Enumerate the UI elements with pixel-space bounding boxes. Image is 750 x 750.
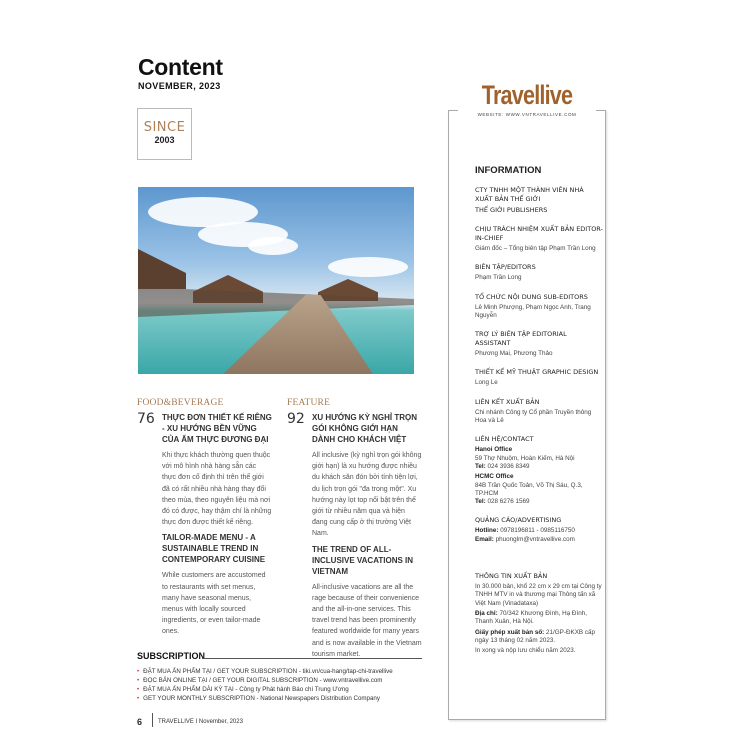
address-label: Địa chỉ:	[475, 609, 498, 617]
article-title-en: THE TREND OF ALL-INCLUSIVE VACATIONS IN VIETNAM	[312, 544, 414, 576]
advertising-block	[475, 516, 603, 544]
article-summary-en: While customers are accustomed to restaurants with set menus, many have seasonal menus, menus with locally sourced ingredients, or even tailor-made ones.	[162, 572, 266, 636]
deposit-info: In xong và nộp lưu chiểu năm 2023.	[475, 647, 576, 655]
block-text: Giám đốc – Tổng biên tập Phạm Trần Long	[475, 245, 596, 252]
page-number: 6	[137, 717, 143, 727]
hcmc-phone[interactable]: 028 6276 1569	[487, 498, 530, 506]
article-page-number: 92	[287, 411, 305, 427]
masthead-info	[475, 165, 603, 665]
footer-text: TRAVELLIVE I November, 2023	[158, 719, 243, 725]
article-food-beverage[interactable]	[137, 398, 272, 638]
publisher-name: CTY TNHH MỘT THÀNH VIÊN NHÀ XUẤT BẢN THẾ GIỚI	[475, 186, 584, 203]
printer-address: 70/342 Khương Đình, Hạ Đình, Thanh Xuân, Hà Nội.	[475, 609, 587, 626]
advertising-heading: QUẢNG CÁO/ADVERTISING	[475, 516, 562, 525]
since-label: SINCE	[143, 120, 186, 135]
article-summary-vi: Khi thực khách thường quen thuộc với mô hình nhà hàng sẵn các thực đơn cố định thì trên thế giới đã có rất nhiều nhà hàng thay đổi theo mùa, theo nguyên liệu mà nơi đó có được, hay thậm chí là những thực đơn được thiết kế riêng.	[162, 452, 272, 527]
article-summary-en: All-inclusive vacations are all the rage because of their convenience and the all-in-one services. This travel trend has been prominently featured worldwide for many years and is now available in the Vietnam tourism market.	[312, 583, 422, 658]
article-title-en: TAILOR-MADE MENU - A SUSTAINABLE TREND IN CONTEMPORARY CUISINE	[162, 533, 266, 565]
block-heading: CHỊU TRÁCH NHIỆM XUẤT BẢN EDITOR-IN-CHIEF	[475, 225, 603, 242]
license-label: Giấy phép xuất bản số:	[475, 628, 545, 636]
hanoi-address: 59 Thợ Nhuộm, Hoàn Kiếm, Hà Nội	[475, 454, 575, 462]
subscription-item[interactable]: • ĐỌC BẢN ONLINE TẠI / GET YOUR DIGITAL SUBSCRIPTION - www.vntravellive.com	[137, 676, 393, 685]
contact-block	[475, 435, 603, 506]
publisher-name-en: THẾ GIỚI PUBLISHERS	[475, 206, 548, 214]
publishing-heading: THÔNG TIN XUẤT BẢN	[475, 572, 548, 581]
block-text: Phương Mai, Phương Thảo	[475, 350, 553, 358]
subscription-item[interactable]: • GET YOUR MONTHLY SUBSCRIPTION - National Newspapers Distribution Company	[137, 694, 393, 703]
block-heading: TRỢ LÝ BIÊN TẬP EDITORIAL ASSISTANT	[475, 330, 567, 348]
article-feature[interactable]	[287, 398, 422, 660]
block-text: Long Le	[475, 379, 498, 387]
article-page-number: 76	[137, 411, 155, 427]
article-category: FOOD&BEVERAGE	[137, 398, 224, 408]
hcmc-office-label: HCMC Office	[475, 473, 514, 481]
article-title-vi: THỰC ĐƠN THIẾT KẾ RIÊNG - XU HƯỚNG BỀN VỮNG CỦA ẨM THỰC ĐƯƠNG ĐẠI	[162, 413, 272, 444]
issue-date: NOVEMBER, 2023	[138, 81, 221, 91]
block-heading: LIÊN KẾT XUẤT BẢN	[475, 397, 540, 406]
website-text[interactable]: WEBSITE: WWW.VNTRAVELLIVE.COM	[477, 112, 577, 117]
email-label: Email:	[475, 535, 494, 543]
page-title: Content	[138, 54, 223, 80]
article-title-vi: XU HƯỚNG KỲ NGHỈ TRỌN GÓI KHÔNG GIỚI HẠN DÀNH CHO KHÁCH VIỆT	[312, 413, 418, 444]
since-badge	[137, 108, 192, 160]
hotline[interactable]: 0978196811 - 0985116750	[500, 527, 575, 535]
travellive-logo	[458, 80, 596, 117]
divider	[152, 713, 153, 727]
tel-label: Tel:	[475, 462, 486, 470]
article-category: FEATURE	[287, 398, 331, 408]
hotline-label: Hotline:	[475, 527, 499, 535]
divider	[202, 658, 422, 659]
subscription-heading: SUBSCRIPTION	[137, 651, 206, 661]
subscription-list	[137, 667, 393, 703]
block-text: Lê Minh Phượng, Phạm Ngọc Anh, Trang Nguyễn	[475, 303, 591, 319]
print-info: In 30.000 bản, khổ 22 cm x 29 cm tại Công ty TNHH MTV in và thương mại Thông tấn xã Việt Nam (Vinadataxa)	[475, 583, 602, 607]
block-text: Chi nhánh Công ty Cổ phần Truyền thông Hoa và Lê	[475, 408, 592, 425]
subscription-item[interactable]: • ĐẶT MUA ẤN PHẨM TẠI / GET YOUR SUBSCRIPTION - tiki.vn/cua-hang/tap-chi-travellive	[137, 667, 393, 676]
email-link[interactable]: phuonglm@vntravellive.com	[495, 535, 575, 543]
contact-heading: LIÊN HỆ/CONTACT	[475, 435, 534, 444]
subscription-item[interactable]: • ĐẶT MUA ẤN PHẨM DÀI KỲ TẠI - Công ty Phát hành Báo chí Trung Ương	[137, 685, 393, 694]
hanoi-phone[interactable]: 024 3936 8349	[487, 462, 530, 470]
block-heading: THIẾT KẾ MỸ THUẬT GRAPHIC DESIGN	[475, 368, 599, 377]
publishing-info-block	[475, 572, 603, 655]
license-number: 21/GP-ĐKXB cấp ngày 13 tháng 02 năm 2023.	[475, 628, 596, 644]
since-year: 2003	[154, 135, 175, 145]
hanoi-office-label: Hanoi Office	[475, 446, 513, 454]
block-heading: TỔ CHỨC NỘI DUNG SUB-EDITORS	[475, 292, 588, 301]
block-text: Phạm Trần Long	[475, 274, 522, 282]
info-heading: INFORMATION	[475, 165, 542, 176]
hcmc-address: 84B Trần Quốc Toản, Võ Thị Sáu, Q.3, TP.HCM	[475, 481, 583, 497]
article-summary-vi: All inclusive (kỳ nghỉ trọn gói không giới hạn) là xu hướng được nhiều du khách săn đón bởi tính tiện lợi, du lịch trọn gói "đa trong một". Xu hướng này lọt top nổi bật trên thế giới từ nhiều năm qua và hiện đang cung cấp ở thị trường Việt Nam.	[312, 452, 422, 538]
tel-label: Tel:	[475, 498, 486, 506]
block-heading: BIÊN TẬP/EDITORS	[475, 263, 536, 272]
logo-text: Travellive	[481, 80, 573, 110]
cover-photo-overwater-bungalows	[138, 187, 414, 374]
